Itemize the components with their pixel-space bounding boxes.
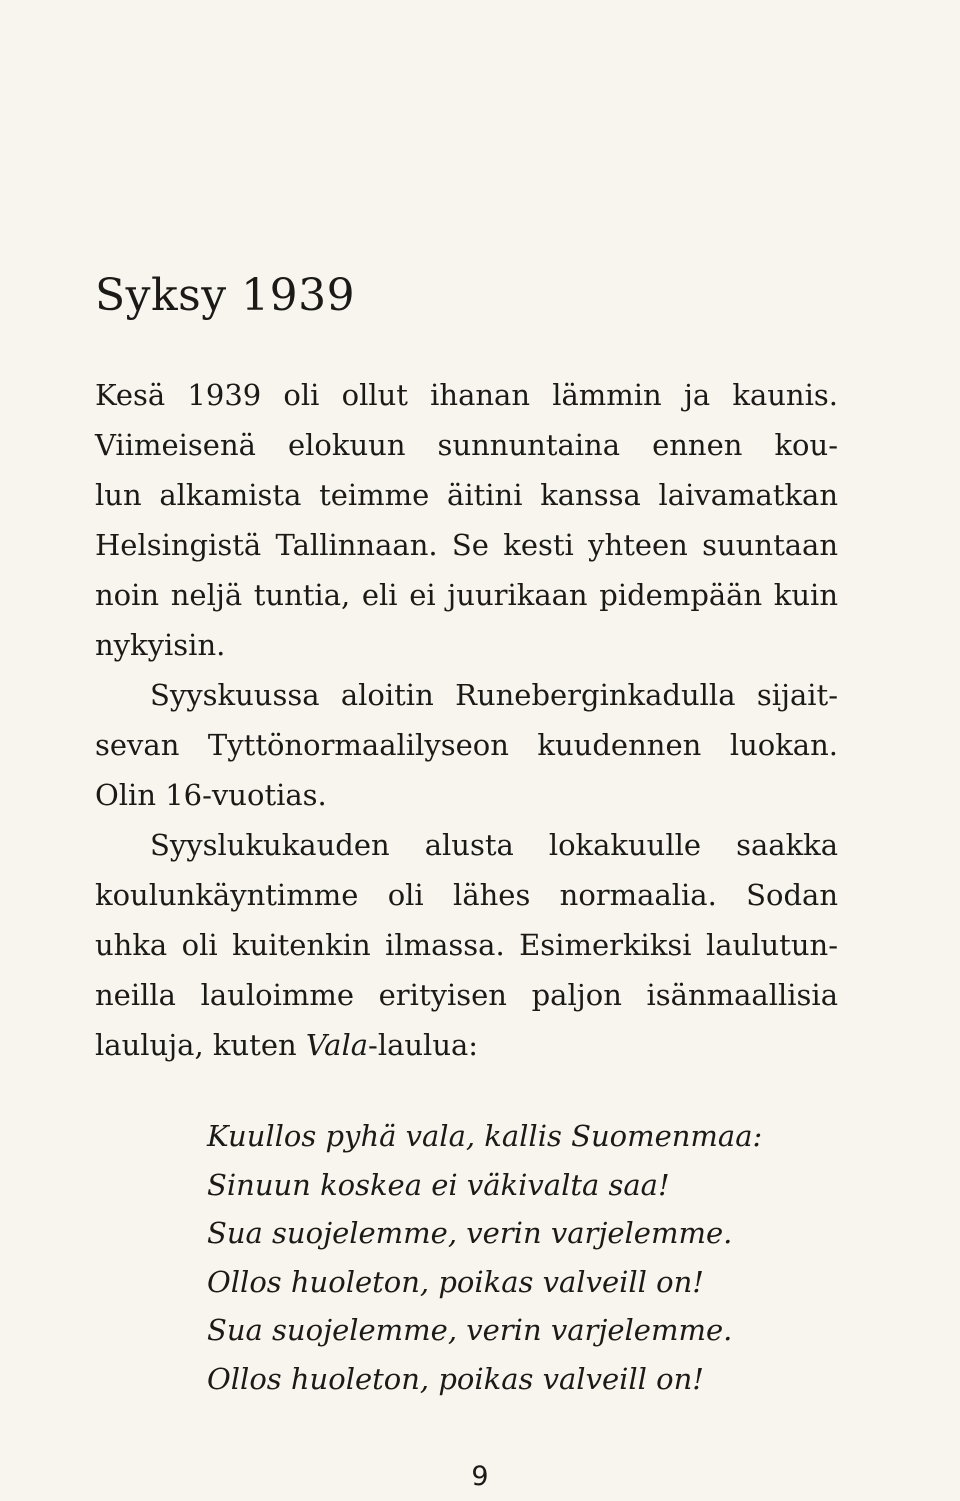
body-text (95, 370, 838, 1070)
poem-line: Ollos huoleton, poikas valveill on! (207, 1361, 704, 1396)
poem-line: Sua suojelemme, verin varjelemme. (207, 1313, 733, 1347)
poem-line: Kuullos pyhä vala, kallis Suomenmaa: (207, 1119, 763, 1153)
text-line: lun alkamista teimme äitini kanssa laivamatkan (95, 478, 838, 512)
text-fragment: lauluja, kuten (95, 1028, 306, 1062)
text-line: nykyisin. (95, 628, 226, 662)
text-line: sevan Tyttönormaalilyseon kuudennen luokan. (95, 728, 838, 762)
text-line: Helsingistä Tallinnaan. Se kesti yhteen suuntaan (95, 528, 838, 562)
text-line-last (95, 1020, 838, 1070)
page-number: 9 (471, 1461, 489, 1492)
text-line: Syyskuussa aloitin Runeberginkadulla sijait- (150, 678, 838, 712)
text-fragment: -laulua: (368, 1028, 479, 1062)
paragraph-3 (95, 820, 838, 1070)
text-line: Viimeisenä elokuun sunnuntaina ennen kou- (95, 428, 838, 462)
text-line: Syyslukukauden alusta lokakuulle saakka (150, 828, 838, 862)
text-line: Olin 16-vuotias. (95, 778, 327, 812)
song-title: Vala (305, 1028, 369, 1062)
text-line: uhka oli kuitenkin ilmassa. Esimerkiksi laulutun- (95, 928, 838, 962)
paragraph-2 (95, 670, 838, 820)
poem-verse (207, 1112, 762, 1403)
text-line: koulunkäyntimme oli lähes normaalia. Sodan (95, 878, 838, 912)
text-line: Kesä 1939 oli ollut ihanan lämmin ja kaunis. (95, 378, 838, 412)
text-line: noin neljä tuntia, eli ei juurikaan pidempään kuin (95, 578, 838, 612)
text-line: neilla lauloimme erityisen paljon isänmaallisia (95, 978, 838, 1012)
paragraph-1 (95, 370, 838, 670)
poem-line: Sua suojelemme, verin varjelemme. (207, 1216, 733, 1250)
chapter-title: Syksy 1939 (95, 270, 356, 321)
poem-line: Sinuun koskea ei väkivalta saa! (207, 1167, 670, 1202)
poem-line: Ollos huoleton, poikas valveill on! (207, 1264, 704, 1299)
